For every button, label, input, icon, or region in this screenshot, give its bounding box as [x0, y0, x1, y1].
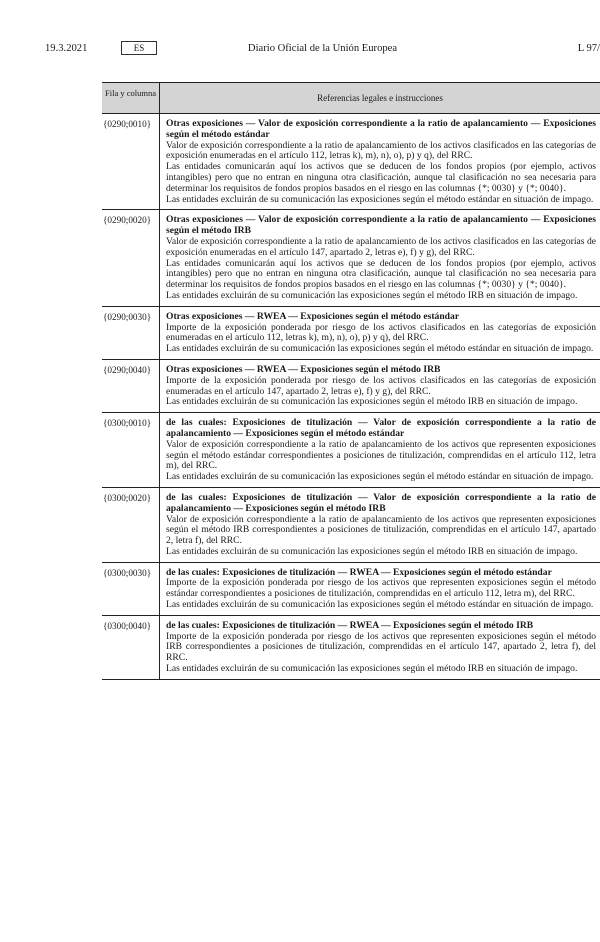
row-column-code: {0300;0020} — [102, 488, 160, 562]
row-instructions — [160, 307, 600, 359]
row-paragraph: Las entidades excluirán de su comunicación las exposiciones según el método IRB en situación de impago. — [166, 289, 578, 301]
row-paragraph: Importe de la exposición ponderada por riesgo de los activos que representen exposiciones según el método IRB correspondientes a posiciones de titulización, comprendidas en el artículo 147, apartado 2, letra f), del RRC. — [166, 630, 596, 664]
table-row — [102, 210, 600, 306]
row-column-code: {0290;0040} — [102, 360, 160, 412]
row-instructions — [160, 114, 600, 209]
row-paragraph: Valor de exposición correspondiente a la ratio de apalancamiento de los activos que representen exposiciones según el método IRB correspondientes a posiciones de titulización, comprendidas en el artículo 147, apartado 2, letra f), del RRC. — [166, 513, 596, 547]
row-column-code: {0300;0010} — [102, 413, 160, 487]
row-title: Otras exposiciones — RWEA — Exposiciones según el método estándar — [166, 310, 460, 322]
row-paragraph: Valor de exposición correspondiente a la ratio de apalancamiento de los activos que representen exposiciones según el método estándar correspondientes a posiciones de titulización, comprendidas en el artículo 112, letra m), del RRC. — [166, 438, 596, 472]
row-paragraph: Importe de la exposición ponderada por riesgo de los activos que representen exposiciones según el método estándar correspondientes a posiciones de titulización, comprendidas en el artículo 112, letra m), del RRC. — [166, 577, 596, 600]
table-header — [102, 82, 600, 114]
row-paragraph: Las entidades excluirán de su comunicación las exposiciones según el método IRB en situación de impago. — [166, 663, 578, 675]
row-paragraph: Las entidades excluirán de su comunicación las exposiciones según el método IRB en situación de impago. — [166, 396, 578, 408]
table-row — [102, 307, 600, 360]
row-paragraph: Las entidades comunicarán aquí los activos que se deducen de los fondos propios (por ejemplo, activos intangibles) pero que no entran en ninguna otra clasificación, aunque tal clasificación no sea necesaria para determinar los requisitos de fondos propios basados en el riesgo en las columnas {*; 0030} y {*; 0040}. — [166, 257, 596, 291]
row-column-code: {0300;0030} — [102, 563, 160, 615]
page-header — [45, 40, 600, 58]
table-row — [102, 114, 600, 210]
instructions-table — [102, 82, 600, 680]
row-instructions — [160, 616, 600, 679]
row-title: de las cuales: Exposiciones de titulización — Valor de exposición correspondiente a la ratio de apalancamiento — Exposiciones según el método estándar — [166, 417, 596, 439]
table-row — [102, 616, 600, 680]
table-row — [102, 488, 600, 563]
row-paragraph: Las entidades excluirán de su comunicación las exposiciones según el método estándar en situación de impago. — [166, 471, 594, 483]
row-paragraph: Las entidades excluirán de su comunicación las exposiciones según el método estándar en situación de impago. — [166, 343, 594, 355]
row-instructions — [160, 563, 600, 615]
row-paragraph: Las entidades excluirán de su comunicación las exposiciones según el método estándar en situación de impago. — [166, 193, 594, 205]
table-row — [102, 563, 600, 616]
row-column-code: {0290;0010} — [102, 114, 160, 209]
row-paragraph: Importe de la exposición ponderada por riesgo de los activos clasificados en las categorías de exposición enumeradas en el artículo 112, letras k), m), n), o), p) y q), del RRC. — [166, 321, 596, 344]
table-row — [102, 413, 600, 488]
column-header-row-column: Fila y columna — [102, 83, 160, 113]
row-paragraph: Importe de la exposición ponderada por riesgo de los activos clasificados en las categorías de exposición enumeradas en el artículo 147, apartado 2, letras e), f) y g), del RRC. — [166, 374, 596, 397]
table-row — [102, 360, 600, 413]
row-paragraph: Valor de exposición correspondiente a la ratio de apalancamiento de los activos clasificados en las categorías de exposición enumeradas en el artículo 112, letras k), m), n), o), p) y q), del RRC. — [166, 139, 596, 162]
row-paragraph: Las entidades comunicarán aquí los activos que se deducen de los fondos propios (por ejemplo, activos intangibles) pero que no entran en ninguna otra clasificación, aunque tal clasificación no sea necesaria para determinar los requisitos de fondos propios basados en el riesgo en las columnas {*; 0030} y {*; 0040}. — [166, 161, 596, 194]
row-title: Otras exposiciones — RWEA — Exposiciones según el método IRB — [166, 363, 441, 375]
journal-title: Diario Oficial de la Unión Europea — [247, 43, 398, 54]
table-body — [102, 114, 600, 680]
row-title: de las cuales: Exposiciones de titulización — Valor de exposición correspondiente a la ratio de apalancamiento — Exposiciones según el método IRB — [166, 491, 596, 514]
language-badge: ES — [121, 41, 157, 55]
row-instructions — [160, 210, 600, 305]
row-column-code: {0300;0040} — [102, 616, 160, 679]
row-title: Otras exposiciones — Valor de exposición correspondiente a la ratio de apalancamiento — Exposiciones según el método IRB — [166, 214, 596, 237]
column-header-references: Referencias legales e instrucciones — [317, 93, 443, 103]
row-title: Otras exposiciones — Valor de exposición correspondiente a la ratio de apalancamiento — Exposiciones según el método estándar — [166, 118, 596, 140]
row-title: de las cuales: Exposiciones de titulización — RWEA — Exposiciones según el método estándar — [166, 566, 552, 578]
row-paragraph: Las entidades excluirán de su comunicación las exposiciones según el método IRB en situación de impago. — [166, 545, 578, 557]
row-column-code: {0290;0020} — [102, 210, 160, 305]
row-instructions — [160, 413, 600, 487]
row-paragraph: Las entidades excluirán de su comunicación las exposiciones según el método estándar en situación de impago. — [166, 599, 594, 611]
row-instructions — [160, 488, 600, 562]
row-paragraph: Valor de exposición correspondiente a la ratio de apalancamiento de los activos clasificados en las categorías de exposición enumeradas en el artículo 147, apartado 2, letras e), f) y g), del RRC. — [166, 235, 596, 258]
row-title: de las cuales: Exposiciones de titulización — RWEA — Exposiciones según el método IRB — [166, 619, 534, 631]
row-instructions — [160, 360, 600, 412]
page-number: L 97/ — [577, 43, 600, 54]
publication-date: 19.3.2021 — [45, 43, 88, 54]
row-column-code: {0290;0030} — [102, 307, 160, 359]
